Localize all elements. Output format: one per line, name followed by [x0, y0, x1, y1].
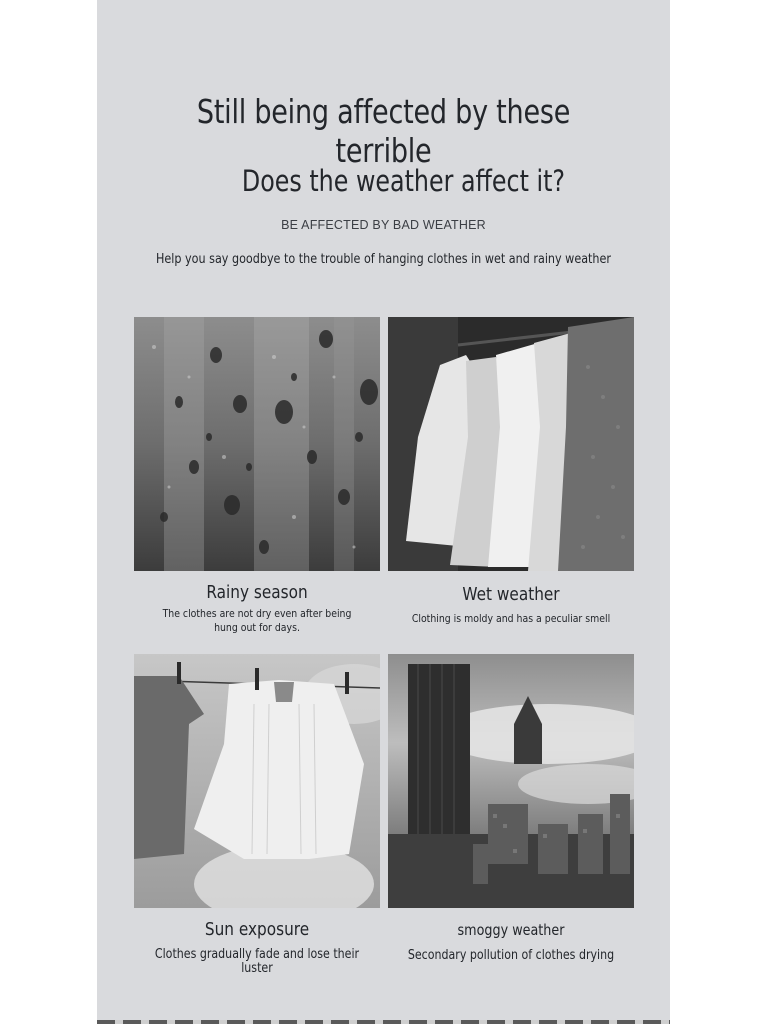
clothes-on-line-image [134, 654, 380, 908]
card-description-rainy-season: The clothes are not dry even after being hung out for days. [162, 607, 352, 634]
clothes-on-hangers-image [388, 317, 634, 571]
card-description-wet-weather: Clothing is moldy and has a peculiar smell [411, 612, 611, 625]
bottom-strip [97, 1020, 670, 1024]
card-description-smoggy-weather: Secondary pollution of clothes drying [407, 948, 615, 963]
card-title-wet-weather: Wet weather [462, 584, 560, 605]
card-title-sun-exposure: Sun exposure [204, 919, 310, 940]
page-title: Still being affected by these terrible [196, 92, 571, 170]
rain-droplets-image [134, 317, 380, 571]
smoggy-city-image [388, 654, 634, 908]
card-description-sun-exposure: Clothes gradually fade and lose their luster [154, 947, 360, 976]
subtitle: Help you say goodbye to the trouble of hanging clothes in wet and rainy weather [155, 252, 611, 267]
page-subheading: Does the weather affect it? [241, 164, 566, 198]
tagline: BE AFFECTED BY BAD WEATHER [281, 218, 486, 232]
card-title-rainy-season: Rainy season [206, 582, 308, 603]
card-title-smoggy-weather: smoggy weather [457, 921, 565, 939]
content-panel [97, 0, 670, 1024]
